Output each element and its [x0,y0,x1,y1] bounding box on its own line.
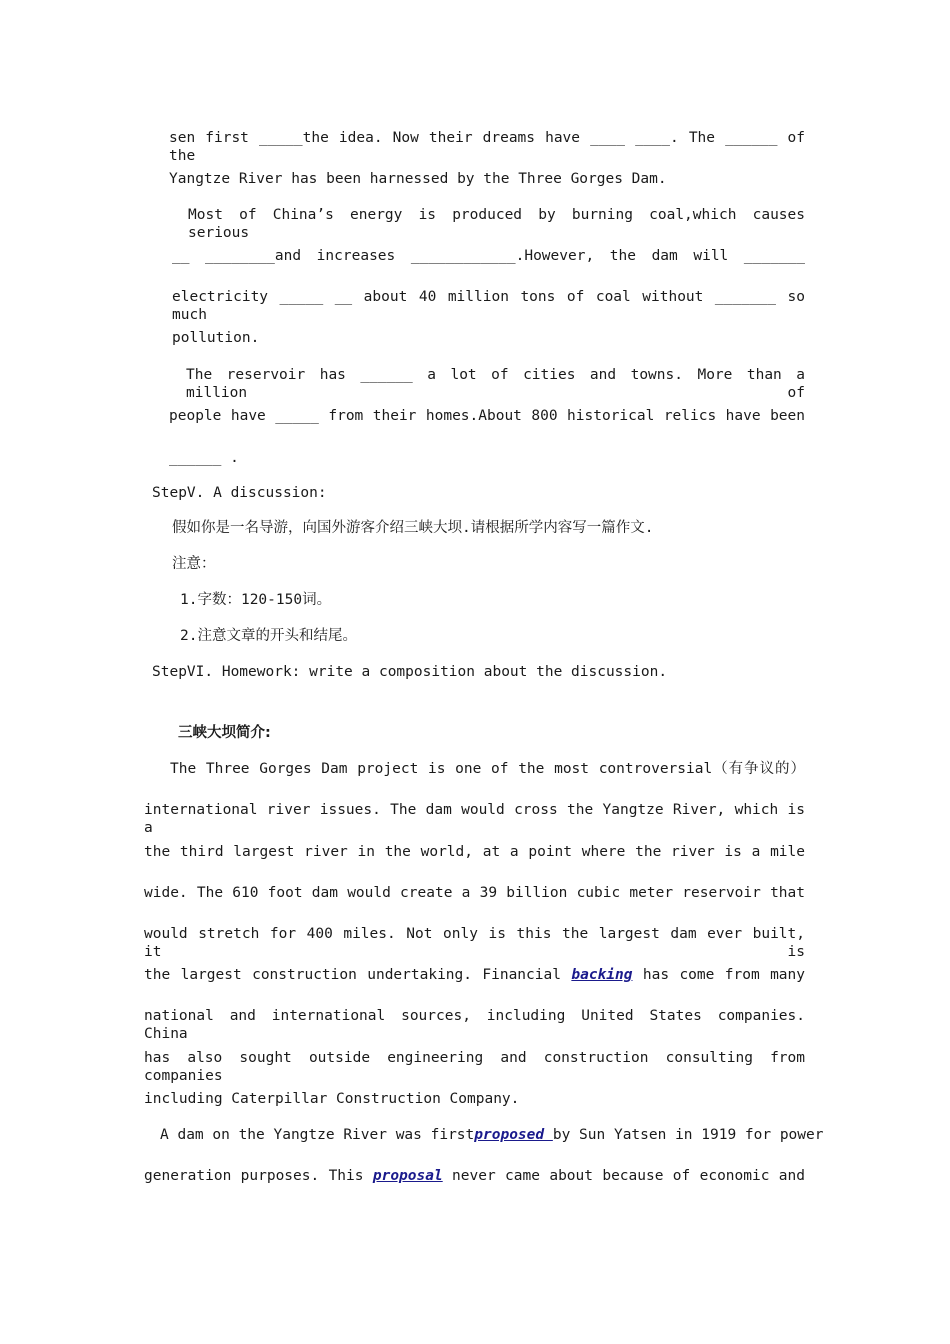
intro-p1-line-1: The Three Gorges Dam project is one of the most controversial（有争议的） [170,761,805,777]
intro-p1-line-9: including Caterpillar Construction Company. [144,1091,520,1107]
passage-line-9: ______ . [169,450,239,466]
intro-p1-line-5: would stretch for 400 miles. Not only is this the largest dam ever built, it is [144,926,805,960]
step5-title: StepV. A discussion: [152,485,327,501]
intro-p1-line-2: international river issues. The dam would cross the Yangtze River, which is a [144,802,805,836]
intro-p2-line-2-after: never came about because of economic and [442,1168,805,1184]
intro-p1-line-3: the third largest river in the world, at a point where the river is a mile [144,844,805,860]
intro-p2-line-2 [144,1167,805,1185]
intro-p1-line-4: wide. The 610 foot dam would create a 39 billion cubic meter reservoir that [144,885,805,901]
intro-p1-line-6-after: has come from many [632,967,805,983]
intro-p1-line-7: national and international sources, including United States companies. China [144,1008,805,1042]
keyword-backing: backing [571,967,633,983]
intro-p2-line-1-before: A dam on the Yangtze River was first [160,1127,475,1143]
step5-note-1: 1.字数：120-150词。 [180,592,332,608]
passage-line-5: electricity _____ __ about 40 million tons of coal without _______ so much [172,289,805,323]
step6-title: StepVI. Homework: write a composition about the discussion. [152,664,668,680]
intro-heading: 三峡大坝简介: [178,725,271,741]
passage-line-1: sen first _____the idea. Now their dreams have ____ ____. The ______ of the [169,130,805,164]
passage-line-6: pollution. [172,330,260,346]
intro-p1-line-6-before: the largest construction undertaking. Financial [144,967,572,983]
intro-p1-line-6 [144,966,805,984]
passage-line-7: The reservoir has ______ a lot of cities and towns. More than a million of [186,367,805,401]
passage-line-2: Yangtze River has been harnessed by the Three Gorges Dam. [169,171,667,187]
keyword-proposed: proposed [474,1127,553,1143]
passage-line-8: people have _____ from their homes.About 800 historical relics have been [169,408,805,424]
intro-p1-line-8: has also sought outside engineering and construction consulting from companies [144,1050,805,1084]
step5-note-label: 注意： [172,556,216,572]
passage-line-3: Most of China’s energy is produced by burning coal,which causes serious [188,207,805,241]
intro-p2-line-1-after: by Sun Yatsen in 1919 for power [552,1127,824,1143]
intro-p2-line-1 [160,1126,823,1144]
passage-line-4: __ ________and increases ____________.However, the dam will _______ [172,248,805,264]
intro-p2-line-2-before: generation purposes. This [144,1168,373,1184]
step5-note-2: 2.注意文章的开头和结尾。 [180,628,357,644]
step5-task: 假如你是一名导游，向国外游客介绍三峡大坝.请根据所学内容写一篇作文. [172,520,654,536]
keyword-proposal: proposal [372,1168,443,1184]
